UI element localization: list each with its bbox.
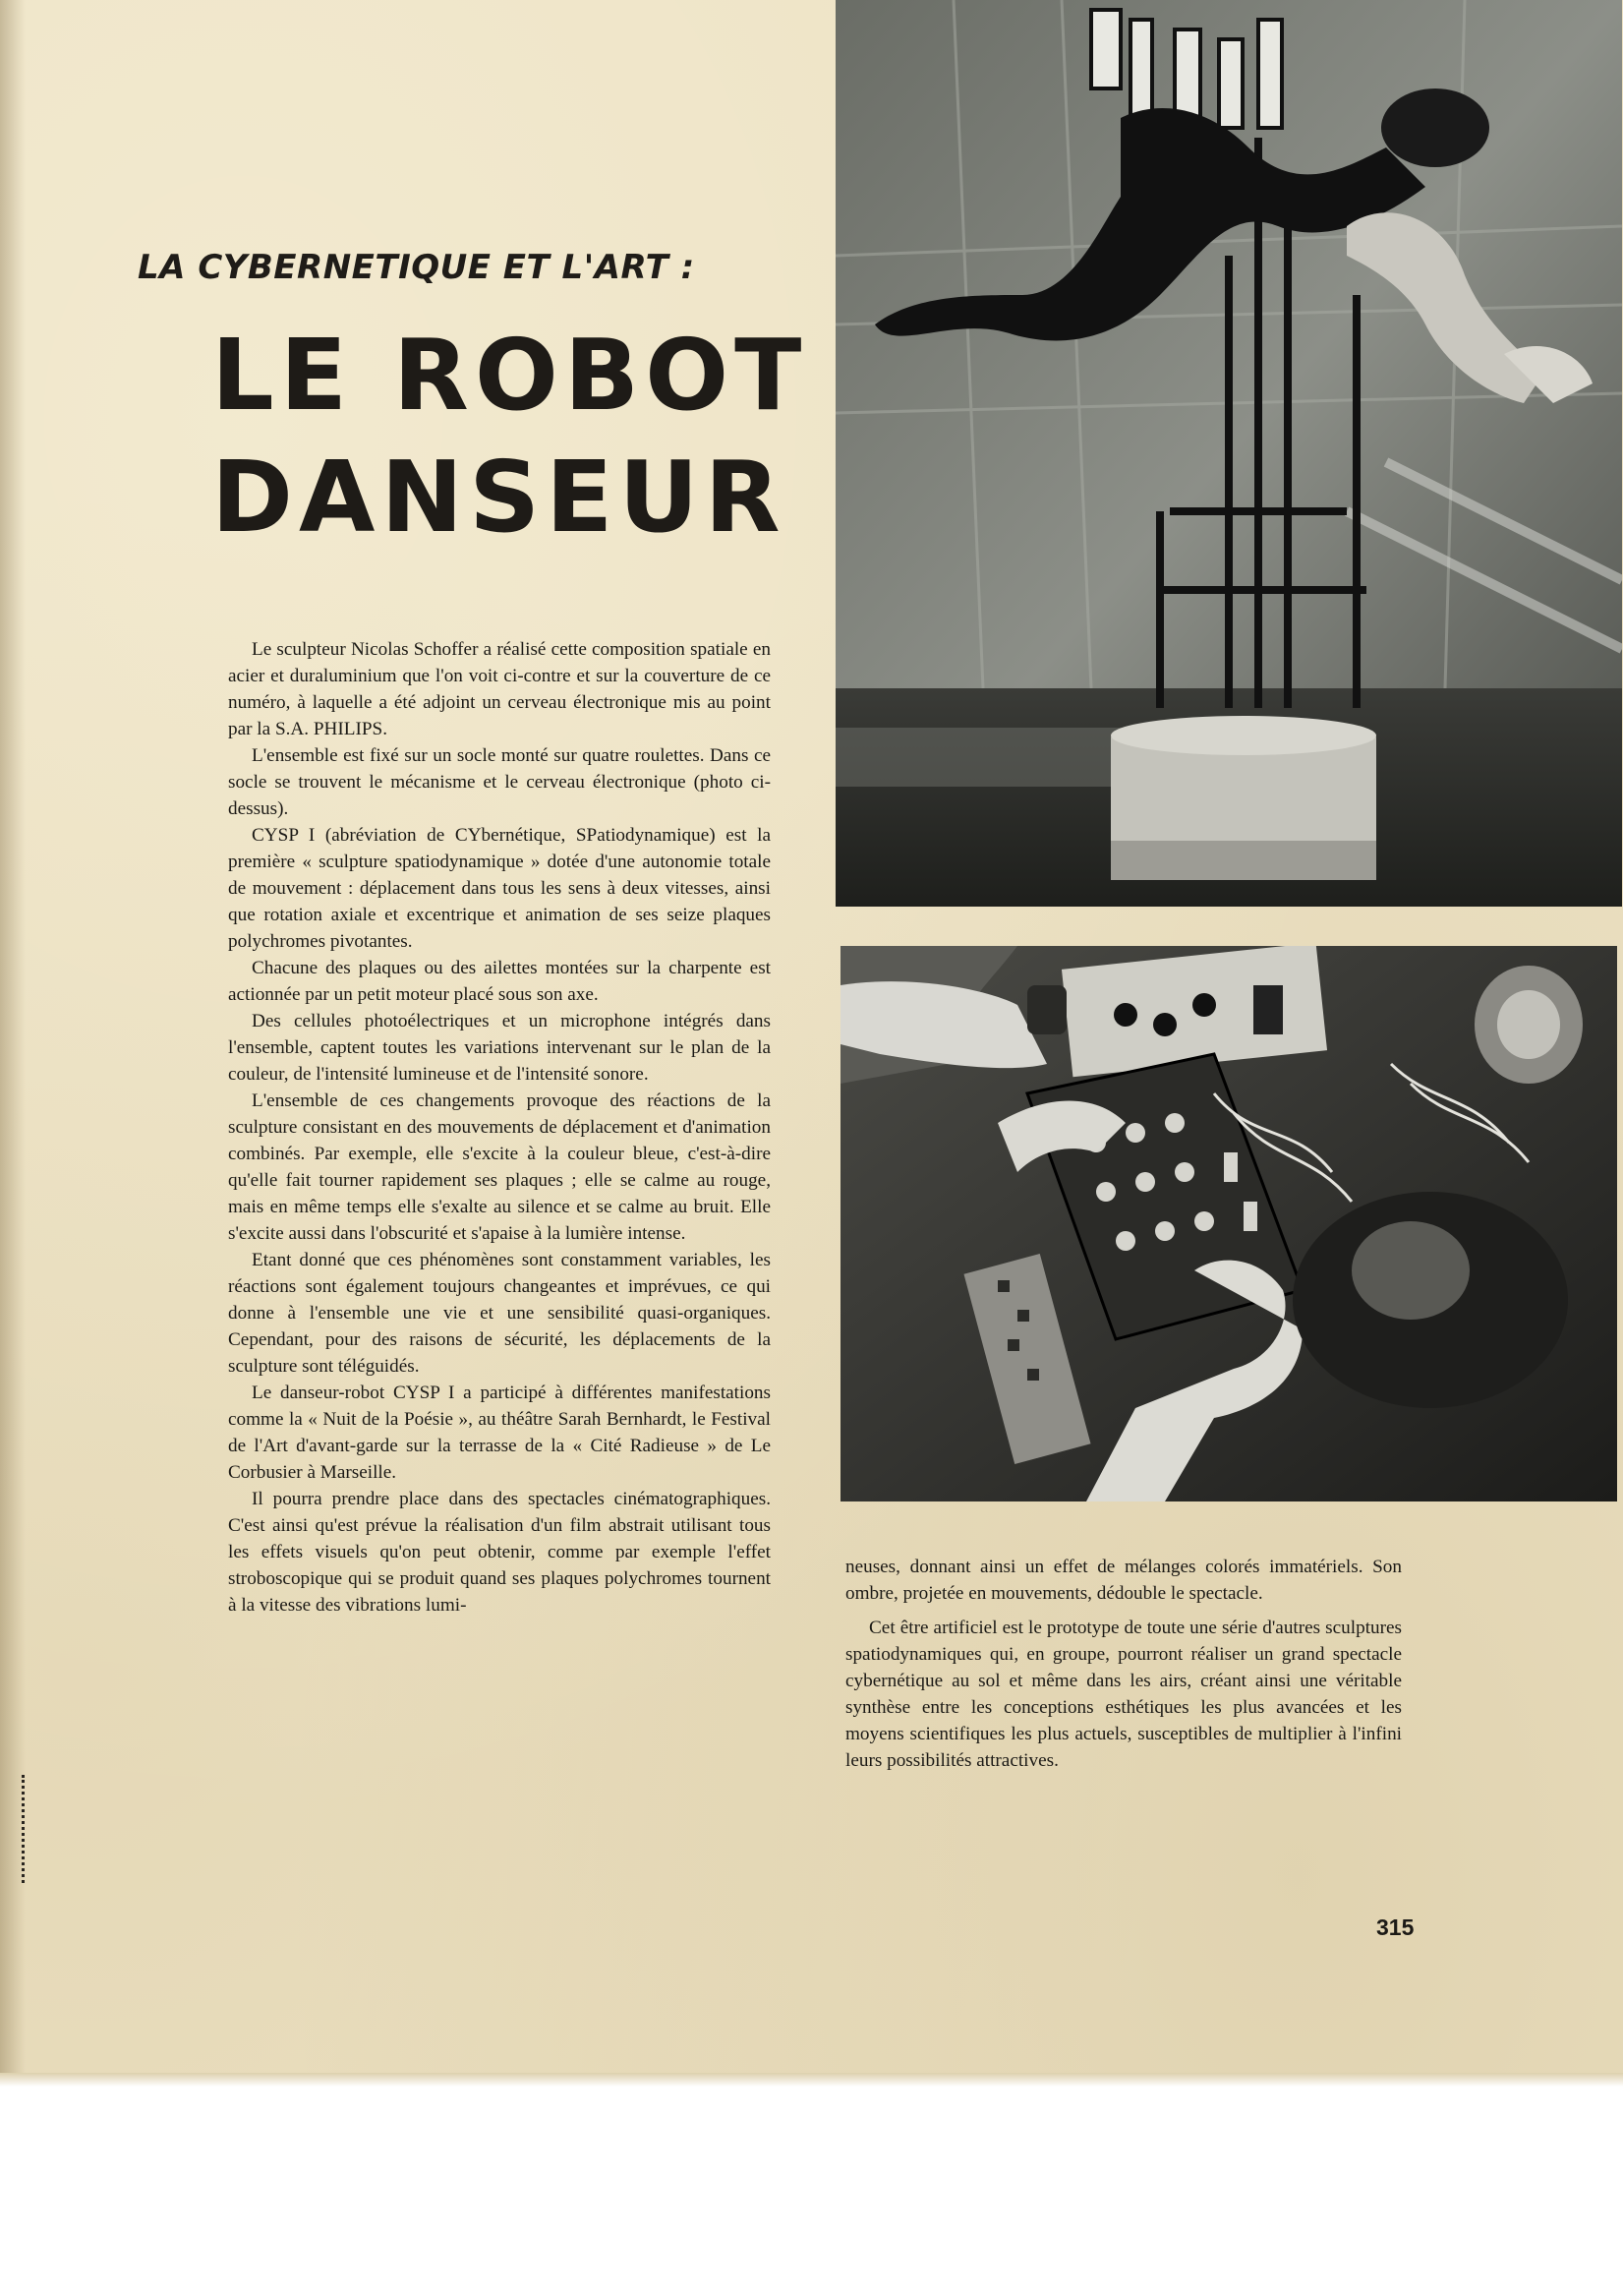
page-number: 315 [1376,1914,1415,1940]
paragraph: neuses, donnant ainsi un effet de mélanges colorés immatériels. Son ombre, projetée en mouvements, dédouble le spectacle. [845,1557,1402,1604]
paragraph: Cet être artificiel est le prototype de toute une série d'autres sculptures spatiodynamiques qui, en groupe, pourront réaliser un grand spectacle cybernétique au sol et même dans les airs, créant ainsi une véritable synthèse entre les conceptions esthétiques les plus avancées et les moyens scientifiques les plus actuels, susceptibles de multiplier à l'infini leurs possibilités attractives. [845,1618,1402,1771]
page-edge-shadow [0,0,26,2085]
paragraph: L'ensemble est fixé sur un socle monté sur quatre roulettes. Dans ce socle se trouvent le mécanisme et le cerveau électronique (photo ci-dessus). [228,745,771,819]
paragraph: Etant donné que ces phénomènes sont constamment variables, les réactions sont également toujours changeantes et imprévues, ce qui donne à l'ensemble une vie et une sensibilité quasi-organiques. Cependant, pour des raisons de sécurité, les déplacements de la sculpture sont téléguidés. [228,1250,771,1377]
paragraph: Des cellules photoélectriques et un microphone intégrés dans l'ensemble, captent toutes les variations intervenant sur le plan de la couleur, de l'intensité lumineuse et de l'intensité sonore. [228,1011,771,1085]
article-headline [211,315,808,559]
photo-dancer-sculpture [836,0,1622,907]
photo-electronic-brain [840,946,1617,1501]
paragraph: CYSP I (abréviation de CYbernétique, SPatiodynamique) est la première « sculpture spatiodynamique » dotée d'une autonomie totale de mouvement : déplacement dans tous les sens à deux vitesses, ainsi que rotation axiale et excentrique et animation de ses seize plaques polychromes pivotantes. [228,825,771,952]
body-column-right [845,1554,1402,1774]
paragraph: Le sculpteur Nicolas Schoffer a réalisé cette composition spatiale en acier et duraluminium que l'on voit ci-contre et sur la couverture de ce numéro, à laquelle a été adjoint un cerveau électronique mis au point par la S.A. PHILIPS. [228,639,771,739]
body-column-left [228,636,771,1619]
headline-line-1: LE ROBOT [211,318,808,433]
page-bottom-edge [0,2073,1623,2087]
article-kicker: LA CYBERNETIQUE ET L'ART : [138,248,695,287]
headline-line-2: DANSEUR [211,440,786,555]
paragraph: L'ensemble de ces changements provoque des réactions de la sculpture consistant en des mouvements de déplacement et d'animation combinés. Par exemple, elle s'excite à la couleur bleue, c'est-à-dire qu'elle fait tourner rapidement ses plaques ; elle se calme au rouge, mais en même temps elle s'exalte au silence et se calme au bruit. Elle s'excite aussi dans l'obscurité et s'apaise à la lumière intense. [228,1090,771,1244]
paragraph: Chacune des plaques ou des ailettes montées sur la charpente est actionnée par un petit moteur placé sous son axe. [228,958,771,1005]
paragraph: Il pourra prendre place dans des spectacles cinématographiques. C'est ainsi qu'est prévue la réalisation d'un film abstrait utilisant tous les effets visuels qu'on peut obtenir, comme par exemple l'effet stroboscopique qui se produit quand ses plaques polychromes tournent à la vitesse des vibrations lumi- [228,1489,771,1616]
paragraph: Le danseur-robot CYSP I a participé à différentes manifestations comme la « Nuit de la Poésie », au théâtre Sarah Bernhardt, le Festival de l'Art d'avant-garde sur la terrasse de la « Cité Radieuse » de Le Corbusier à Marseille. [228,1383,771,1483]
margin-dotted-mark [22,1775,25,1883]
